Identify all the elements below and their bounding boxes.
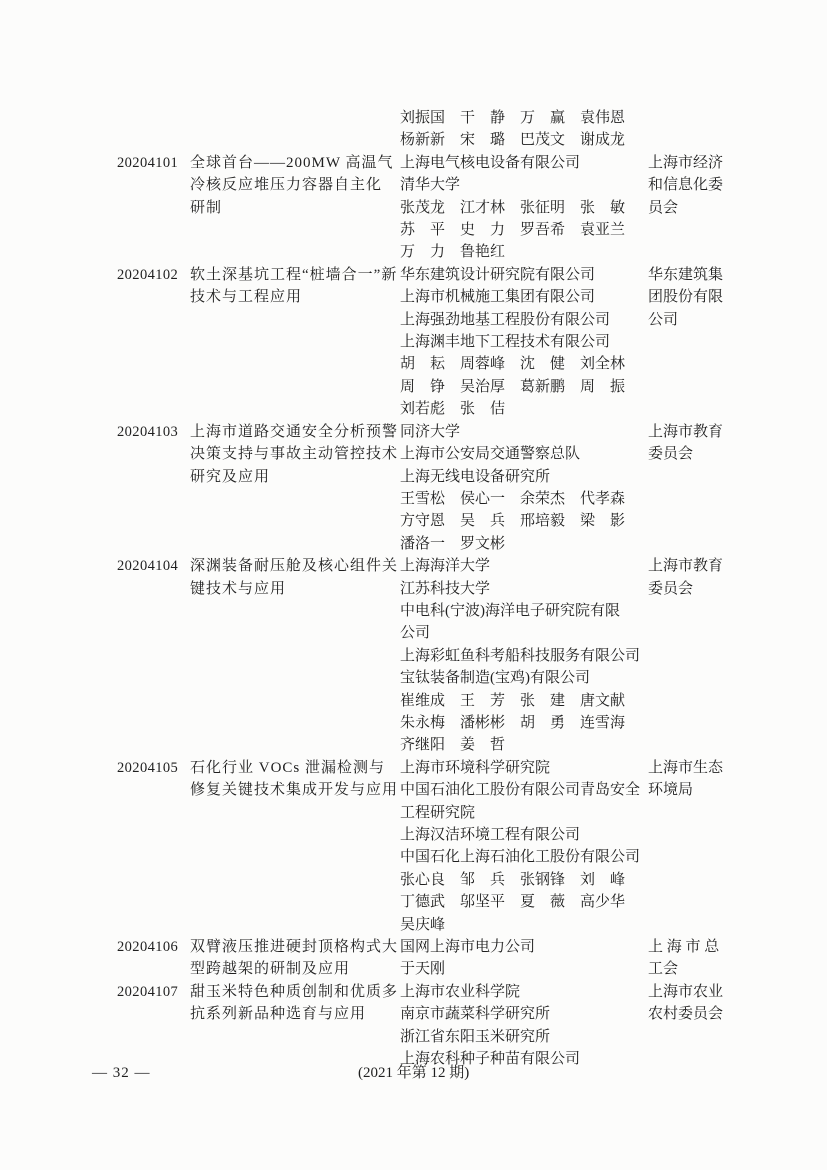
- continuation-row: [0, 107, 827, 152]
- recommender-line: 和信息化委: [648, 177, 724, 194]
- recommender-line: 委员会: [648, 446, 694, 463]
- detail-line: 刘若彪 张 佶: [400, 401, 506, 418]
- col-rec: [648, 981, 727, 1026]
- col-id: [117, 936, 190, 958]
- detail-line: 上海汉洁环境工程有限公司: [400, 827, 581, 843]
- recommender-line: 华东建筑集: [648, 266, 724, 283]
- detail-line: 宝钛装备制造(宝鸡)有限公司: [400, 670, 590, 687]
- title-line: 型跨越架的研制及应用: [190, 961, 351, 978]
- col-title: [190, 421, 400, 488]
- col-rec: [648, 936, 727, 981]
- entry-id: 20204106: [117, 939, 179, 956]
- detail-line: 上海市机械施工集团有限公司: [400, 289, 596, 306]
- detail-line: 中国石化上海石油化工股份有限公司: [400, 849, 641, 866]
- col-title: [190, 757, 400, 802]
- detail-line: 上海强劲地基工程股份有限公司: [400, 311, 611, 328]
- entry-row: [0, 152, 827, 264]
- detail-line: 苏 平 史 力 罗吾希 袁亚兰: [400, 222, 626, 239]
- recommender-line: 员会: [648, 199, 679, 216]
- entry-id: 20204104: [117, 558, 179, 575]
- col-id: [117, 757, 190, 779]
- col-rec: [648, 555, 727, 600]
- detail-line: 华东建筑设计研究院有限公司: [400, 266, 596, 283]
- col-detail: [400, 757, 648, 936]
- title-line: 技术与工程应用: [190, 289, 303, 306]
- entry-row: [0, 555, 827, 757]
- detail-line: 张心良 邹 兵 张钢锋 刘 峰: [400, 871, 626, 888]
- title-line: 深渊装备耐压舱及核心组件关: [190, 558, 399, 575]
- detail-line: 潘洛一 罗文彬: [400, 535, 506, 552]
- detail-line: 万 力 鲁艳红: [400, 244, 506, 261]
- detail-line: 公司: [400, 625, 431, 642]
- col-detail: [400, 264, 648, 421]
- detail-line: 朱永梅 潘彬彬 胡 勇 连雪海: [400, 714, 626, 731]
- detail-line: 上海市环境科学研究院: [400, 759, 551, 776]
- col-rec: [648, 152, 727, 219]
- issue-label: (2021 年第 12 期): [358, 1065, 470, 1081]
- detail-line: 江苏科技大学: [400, 580, 491, 597]
- recommender-line: 上海市经济: [648, 154, 724, 171]
- detail-line: 崔维成 王 芳 张 建 唐文献: [400, 692, 626, 709]
- entry-id: 20204107: [117, 983, 179, 1000]
- detail-line: 上海市农业科学院: [400, 983, 521, 1000]
- detail-line: 方守恩 吴 兵 邢培毅 梁 影: [400, 513, 626, 530]
- detail-line: 刘振国 干 静 万 赢 袁伟恩: [400, 110, 626, 126]
- title-line: 上海市道路交通安全分析预警: [190, 423, 399, 440]
- detail-line: 浙江省东阳玉米研究所: [400, 1028, 551, 1045]
- col-detail: [400, 152, 648, 264]
- col-rec: [648, 264, 727, 331]
- recommender-line: 上海市教育: [648, 423, 724, 440]
- recommender-line: 上海市生态: [648, 759, 724, 776]
- detail-line: 齐继阳 姜 哲: [400, 737, 506, 754]
- detail-line: 王雪松 侯心一 余荣杰 代孝森: [400, 490, 626, 507]
- page-footer: [0, 1062, 827, 1086]
- entries-list: [0, 107, 827, 1070]
- title-line: 冷核反应堆压力容器自主化: [190, 177, 383, 194]
- col-id: [117, 264, 190, 286]
- title-line: 双臂液压推进硬封顶格构式大: [190, 939, 399, 956]
- col-detail: [400, 981, 648, 1071]
- col-id: [117, 421, 190, 443]
- col-rec: [648, 757, 727, 802]
- col-id: [117, 981, 190, 1003]
- detail-line: 上海农科种子种苗有限公司: [400, 1051, 581, 1068]
- col-detail: [400, 555, 648, 757]
- title-line: 研究及应用: [190, 468, 271, 485]
- recommender-line: 公司: [648, 311, 679, 328]
- recommender-line: 环境局: [648, 782, 694, 799]
- entry-id: 20204105: [117, 759, 179, 776]
- title-line: 研制: [190, 199, 223, 216]
- entry-id: 20204102: [117, 266, 179, 283]
- col-title: [190, 555, 400, 600]
- title-line: 甜玉米特色种质创制和优质多: [190, 983, 399, 1000]
- recommender-line: 上 海 市 总: [648, 939, 720, 956]
- detail-line: 张茂龙 江才林 张征明 张 敏: [400, 199, 626, 216]
- detail-line: 上海电气核电设备有限公司: [400, 154, 581, 171]
- recommender-line: 上海市农业: [648, 983, 724, 1000]
- entry-row: [0, 936, 827, 981]
- recommender-line: 工会: [648, 961, 679, 978]
- detail-line: 南京市蔬菜科学研究所: [400, 1006, 551, 1023]
- detail-line: 杨新新 宋 璐 巴茂文 谢成龙: [400, 132, 626, 149]
- recommender-line: 农村委员会: [648, 1006, 724, 1023]
- detail-line: 上海无线电设备研究所: [400, 468, 551, 485]
- detail-line: 丁德武 邬坚平 夏 薇 高少华: [400, 894, 626, 911]
- entry-row: [0, 981, 827, 1071]
- detail-line: 上海渊丰地下工程技术有限公司: [400, 334, 611, 351]
- title-line: 全球首台——200MW 高温气: [190, 154, 394, 171]
- title-line: 修复关键技术集成开发与应用: [190, 782, 399, 799]
- detail-line: 周 铮 吴治厚 葛新鹏 周 振: [400, 378, 626, 395]
- col-rec: [648, 421, 727, 466]
- recommender-line: 上海市教育: [648, 558, 724, 575]
- title-line: 石化行业 VOCs 泄漏检测与: [190, 759, 386, 776]
- detail-line: 吴庆峰: [400, 916, 446, 933]
- detail-line: 工程研究院: [400, 804, 476, 821]
- detail-line: 清华大学: [400, 177, 461, 194]
- detail-line: 中电科(宁波)海洋电子研究院有限: [400, 602, 620, 619]
- col-detail: [400, 421, 648, 555]
- detail-line: 国网上海市电力公司: [400, 939, 536, 956]
- col-id: [117, 555, 190, 577]
- col-detail: [400, 936, 648, 981]
- title-line: 键技术与应用: [190, 580, 287, 597]
- detail-line: 胡 耘 周蓉峰 沈 健 刘全林: [400, 356, 626, 373]
- detail-line: 上海海洋大学: [400, 558, 491, 575]
- page-number: — 32 —: [92, 1065, 151, 1081]
- detail-line: 同济大学: [400, 423, 461, 440]
- entry-row: [0, 757, 827, 936]
- detail-line: 上海彩虹鱼科考船科技服务有限公司: [400, 647, 641, 664]
- detail-line: 上海市公安局交通警察总队: [400, 446, 581, 463]
- title-line: 抗系列新品种选育与应用: [190, 1006, 367, 1023]
- recommender-line: 团股份有限: [648, 289, 724, 306]
- entry-row: [0, 421, 827, 555]
- entry-row: [0, 264, 827, 421]
- col-detail: [400, 107, 648, 152]
- entry-id: 20204103: [117, 423, 179, 440]
- col-title: [190, 152, 400, 219]
- col-title: [190, 936, 400, 981]
- title-line: 软土深基坑工程“桩墙合一”新: [190, 266, 398, 283]
- col-title: [190, 264, 400, 309]
- detail-line: 于天刚: [400, 961, 446, 978]
- col-id: [117, 152, 190, 174]
- recommender-line: 委员会: [648, 580, 694, 597]
- entry-id: 20204101: [117, 154, 179, 171]
- detail-line: 中国石油化工股份有限公司青岛安全: [400, 782, 641, 799]
- col-title: [190, 981, 400, 1026]
- title-line: 决策支持与事故主动管控技术: [190, 446, 399, 463]
